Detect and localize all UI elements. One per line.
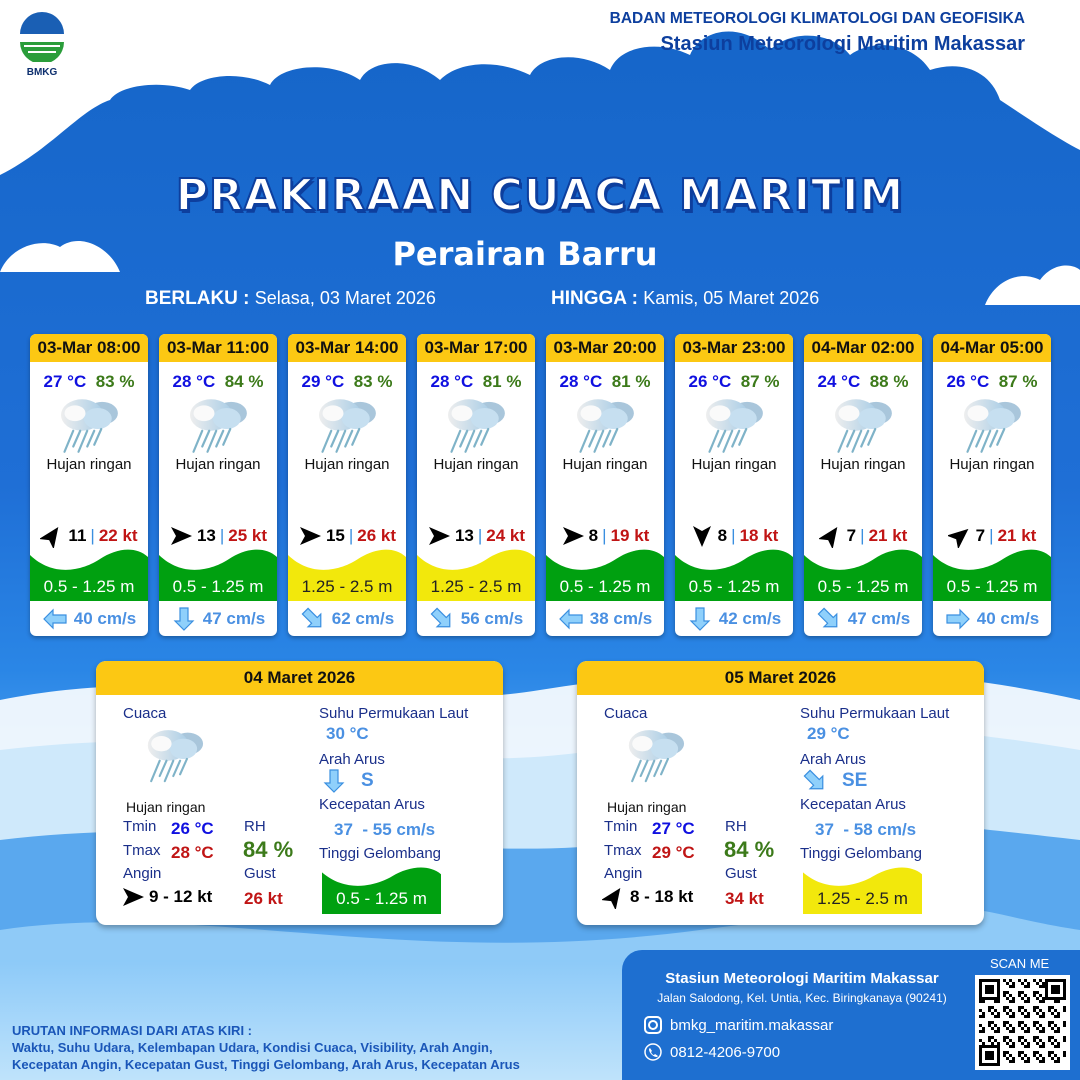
gust-label: Gust (725, 865, 757, 882)
current-direction-arrow-icon (945, 606, 971, 632)
wind-label: Angin (123, 865, 162, 882)
current-speed: 42 cm/s (718, 609, 782, 628)
wind-direction-arrow-icon (121, 885, 145, 909)
daily-current-speed: 37 - 55 cm/s (334, 820, 436, 839)
rain-cloud-icon (183, 394, 253, 454)
tmax-label: Tmax (604, 842, 642, 859)
agency-name: BADAN METEOROLOGI KLIMATOLOGI DAN GEOFISIKA (609, 10, 1025, 27)
gust-speed: 21 kt (868, 526, 908, 545)
current-direction-arrow-icon (321, 768, 347, 794)
info-order-legend (12, 1022, 520, 1073)
wind-speed: 7 (975, 526, 986, 545)
current-speed: 47 cm/s (847, 609, 911, 628)
gust-speed: 24 kt (486, 526, 526, 545)
wind-direction-arrow-icon (298, 524, 322, 548)
rain-cloud-icon (699, 394, 769, 454)
sst-label: Suhu Permukaan Laut (319, 705, 469, 722)
current-direction-arrow-icon (802, 768, 828, 794)
tmax-label: Tmax (123, 842, 161, 859)
rain-cloud-icon (622, 725, 690, 783)
daily-gust: 34 kt (725, 889, 764, 908)
daily-date: 04 Maret 2026 (96, 661, 503, 695)
air-temperature: 28 °C (430, 372, 474, 391)
instagram-link[interactable]: bmkg_maritim.makassar (644, 1016, 833, 1034)
wave-height: 1.25 - 2.5 m (301, 577, 393, 596)
wind-speed: 8 (588, 526, 599, 545)
daily-wave-height: 0.5 - 1.25 m (336, 889, 427, 908)
current-direction: S (361, 770, 374, 791)
forecast-card: 04-Mar 02:00 24 °C 88 % Hujan ringan 7 | 21 kt 0.5 - 1.25 m 47 cm/s (804, 334, 922, 636)
wind-label: Angin (604, 865, 643, 882)
current-speed: 38 cm/s (589, 609, 653, 628)
tmin-value: 26 °C (171, 819, 214, 838)
wind-direction-arrow-icon (602, 885, 626, 909)
forecast-card: 03-Mar 20:00 28 °C 81 % Hujan ringan 8 | 19 kt 0.5 - 1.25 m 38 cm/s (546, 334, 664, 636)
forecast-time: 04-Mar 05:00 (933, 334, 1051, 362)
gust-speed: 21 kt (997, 526, 1037, 545)
humidity: 81 % (611, 372, 651, 391)
wind-speed: 7 (846, 526, 857, 545)
daily-weather-condition: Hujan ringan (126, 799, 206, 815)
daily-summary-card (577, 661, 984, 925)
contact-footer (622, 950, 1080, 1080)
forecast-time: 03-Mar 17:00 (417, 334, 535, 362)
wind-direction-arrow-icon (561, 524, 585, 548)
tmin-label: Tmin (604, 818, 638, 835)
current-direction-label: Arah Arus (319, 751, 385, 768)
daily-wave-height: 1.25 - 2.5 m (817, 889, 908, 908)
daily-gust: 26 kt (244, 889, 283, 908)
humidity: 87 % (740, 372, 780, 391)
instagram-icon (644, 1016, 662, 1034)
sst-label: Suhu Permukaan Laut (800, 705, 950, 722)
air-temperature: 26 °C (688, 372, 732, 391)
rh-label: RH (244, 818, 266, 835)
daily-wind-speed: 8 - 18 kt (630, 887, 694, 906)
rain-cloud-icon (441, 394, 511, 454)
station-name: Stasiun Meteorologi Maritim Makassar (660, 33, 1025, 55)
air-temperature: 28 °C (172, 372, 216, 391)
valid-from: BERLAKU : Selasa, 03 Maret 2026 (145, 288, 436, 309)
tmin-value: 27 °C (652, 819, 695, 838)
valid-to: HINGGA : Kamis, 05 Maret 2026 (551, 288, 820, 309)
wave-height: 0.5 - 1.25 m (688, 577, 780, 596)
gust-label: Gust (244, 865, 276, 882)
whatsapp-phone-icon (644, 1043, 662, 1061)
current-direction-arrow-icon (816, 606, 842, 632)
current-speed: 40 cm/s (976, 609, 1040, 628)
scan-me-label: SCAN ME (990, 956, 1050, 971)
legend-title: URUTAN INFORMASI DARI ATAS KIRI : (12, 1023, 252, 1038)
rain-cloud-icon (570, 394, 640, 454)
weather-label: Cuaca (123, 705, 167, 722)
forecast-time: 03-Mar 11:00 (159, 334, 277, 362)
wave-height: 1.25 - 2.5 m (430, 577, 522, 596)
phone-link[interactable]: 0812-4206-9700 (644, 1043, 780, 1061)
tmax-value: 28 °C (171, 843, 214, 862)
rain-cloud-icon (957, 394, 1027, 454)
wave-height: 0.5 - 1.25 m (817, 577, 909, 596)
air-temperature: 26 °C (946, 372, 990, 391)
tmax-value: 29 °C (652, 843, 695, 862)
rain-cloud-icon (54, 394, 124, 454)
daily-weather-condition: Hujan ringan (607, 799, 687, 815)
wind-speed: 11 (68, 526, 87, 545)
current-direction-arrow-icon (300, 606, 326, 632)
weather-condition: Hujan ringan (175, 455, 261, 473)
air-temperature: 28 °C (559, 372, 603, 391)
daily-summary-card (96, 661, 503, 925)
wind-direction-arrow-icon (40, 524, 64, 548)
forecast-time: 03-Mar 08:00 (30, 334, 148, 362)
qr-code[interactable] (975, 975, 1070, 1070)
rain-cloud-icon (828, 394, 898, 454)
legend-line: Kecepatan Angin, Kecepatan Gust, Tinggi Gelombang, Arah Arus, Kecepatan Arus (12, 1057, 520, 1072)
gust-speed: 25 kt (228, 526, 268, 545)
wind-direction-arrow-icon (427, 524, 451, 548)
wave-height: 0.5 - 1.25 m (559, 577, 651, 596)
wind-direction-arrow-icon (169, 524, 193, 548)
humidity: 81 % (482, 372, 522, 391)
wave-height: 0.5 - 1.25 m (946, 577, 1038, 596)
forecast-card: 03-Mar 08:00 27 °C 83 % Hujan ringan 11 | 22 kt 0.5 - 1.25 m 40 cm/s (30, 334, 148, 636)
weather-condition: Hujan ringan (949, 455, 1035, 473)
forecast-card: 03-Mar 14:00 29 °C 83 % Hujan ringan 15 | 26 kt 1.25 - 2.5 m 62 cm/s (288, 334, 406, 636)
weather-condition: Hujan ringan (820, 455, 906, 473)
daily-wind-speed: 9 - 12 kt (149, 887, 213, 906)
current-speed-label: Kecepatan Arus (800, 796, 906, 813)
wind-speed: 8 (717, 526, 728, 545)
current-direction: SE (842, 770, 868, 791)
daily-current-speed: 37 - 58 cm/s (815, 820, 917, 839)
wind-speed: 15 (325, 526, 345, 545)
top-clouds-decoration (0, 0, 1080, 190)
forecast-time: 03-Mar 20:00 (546, 334, 664, 362)
current-direction-arrow-icon (42, 606, 68, 632)
rain-cloud-icon (312, 394, 382, 454)
weather-condition: Hujan ringan (304, 455, 390, 473)
tmin-label: Tmin (123, 818, 157, 835)
footer-address: Jalan Salodong, Kel. Untia, Kec. Biringkanaya (90241) (657, 991, 947, 1005)
forecast-card: 03-Mar 17:00 28 °C 81 % Hujan ringan 13 | 24 kt 1.25 - 2.5 m 56 cm/s (417, 334, 535, 636)
rain-cloud-icon (141, 725, 209, 783)
gust-speed: 26 kt (357, 526, 397, 545)
current-speed: 62 cm/s (331, 609, 395, 628)
gust-speed: 18 kt (739, 526, 779, 545)
forecast-time: 04-Mar 02:00 (804, 334, 922, 362)
sea-surface-temperature: 30 °C (326, 724, 369, 743)
humidity: 83 % (353, 372, 393, 391)
bmkg-logo: BMKG (14, 12, 70, 78)
weather-condition: Hujan ringan (562, 455, 648, 473)
wave-height: 0.5 - 1.25 m (172, 577, 264, 596)
humidity: 84 % (224, 372, 264, 391)
forecast-time: 03-Mar 23:00 (675, 334, 793, 362)
current-speed: 40 cm/s (73, 609, 137, 628)
wind-speed: 13 (454, 526, 474, 545)
daily-date: 05 Maret 2026 (577, 661, 984, 695)
forecast-card: 03-Mar 23:00 26 °C 87 % Hujan ringan 8 | 18 kt 0.5 - 1.25 m 42 cm/s (675, 334, 793, 636)
humidity: 83 % (95, 372, 135, 391)
rh-label: RH (725, 818, 747, 835)
forecast-card: 03-Mar 11:00 28 °C 84 % Hujan ringan 13 | 25 kt 0.5 - 1.25 m 47 cm/s (159, 334, 277, 636)
air-temperature: 24 °C (817, 372, 861, 391)
forecast-time: 03-Mar 14:00 (288, 334, 406, 362)
daily-humidity: 84 % (724, 837, 775, 862)
daily-humidity: 84 % (243, 837, 294, 862)
page-subtitle: Perairan Barru (392, 235, 658, 273)
current-speed: 56 cm/s (460, 609, 524, 628)
gust-speed: 22 kt (98, 526, 138, 545)
forecast-card: 04-Mar 05:00 26 °C 87 % Hujan ringan 7 | 21 kt 0.5 - 1.25 m 40 cm/s (933, 334, 1051, 636)
current-direction-arrow-icon (429, 606, 455, 632)
wind-direction-arrow-icon (948, 524, 972, 548)
air-temperature: 29 °C (301, 372, 345, 391)
legend-line: Waktu, Suhu Udara, Kelembapan Udara, Kondisi Cuaca, Visibility, Arah Angin, (12, 1040, 493, 1055)
weather-condition: Hujan ringan (691, 455, 777, 473)
wave-height: 0.5 - 1.25 m (43, 577, 135, 596)
weather-condition: Hujan ringan (46, 455, 132, 473)
current-speed: 47 cm/s (202, 609, 266, 628)
current-direction-arrow-icon (171, 606, 197, 632)
weather-label: Cuaca (604, 705, 648, 722)
wave-label: Tinggi Gelombang (319, 845, 442, 862)
wind-direction-arrow-icon (819, 524, 843, 548)
current-speed-label: Kecepatan Arus (319, 796, 425, 813)
current-direction-arrow-icon (558, 606, 584, 632)
air-temperature: 27 °C (43, 372, 87, 391)
wind-speed: 13 (196, 526, 216, 545)
page-title: PRAKIRAAN CUACA MARITIM (175, 170, 905, 221)
weather-condition: Hujan ringan (433, 455, 519, 473)
sea-surface-temperature: 29 °C (807, 724, 850, 743)
humidity: 87 % (998, 372, 1038, 391)
current-direction-label: Arah Arus (800, 751, 866, 768)
current-direction-arrow-icon (687, 606, 713, 632)
wave-label: Tinggi Gelombang (800, 845, 923, 862)
wind-direction-arrow-icon (690, 524, 714, 548)
humidity: 88 % (869, 372, 909, 391)
footer-station: Stasiun Meteorologi Maritim Makassar (665, 970, 939, 987)
gust-speed: 19 kt (610, 526, 650, 545)
